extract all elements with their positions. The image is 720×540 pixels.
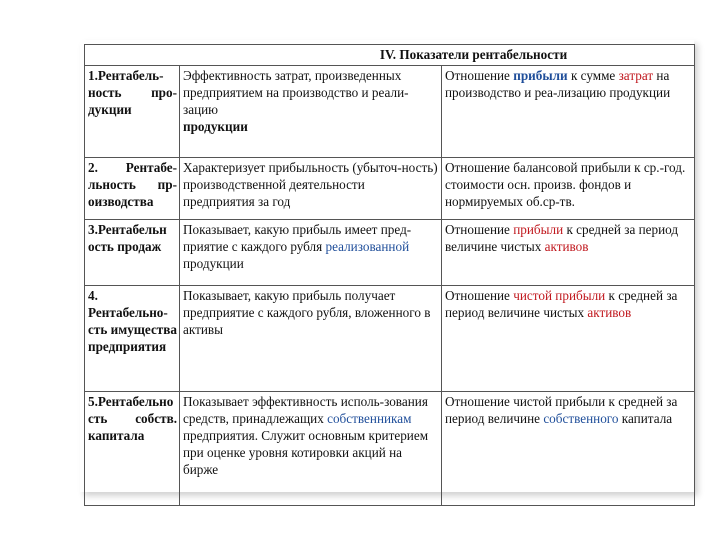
indicator-description: Показывает эффективность исполь-зования средств, принадлежащих собственникам предприятия. Служит основным критерием при оценке уровня котировки акций на бирже (180, 392, 442, 506)
table-row (85, 220, 695, 286)
indicator-formula: Отношение прибыли к сумме затрат на производство и реа-лизацию продукции (442, 66, 695, 158)
indicator-name: 1.Рентабель-ность про-дукции (85, 66, 180, 158)
indicator-name: 4. Рентабельно-сть имущества предприятия (85, 286, 180, 392)
indicator-description: Характеризует прибыльность (убыточ-ность) производственной деятельности предприятия за год (180, 158, 442, 220)
indicator-description: Показывает, какую прибыль имеет пред-приятие с каждого рубля реализованной продукции (180, 220, 442, 286)
table-row (85, 158, 695, 220)
table-row (85, 392, 695, 506)
indicator-name: 3.Рентабельн ость продаж (85, 220, 180, 286)
profitability-table (84, 44, 695, 506)
indicator-formula: Отношение чистой прибыли к средней за период величине чистых активов (442, 286, 695, 392)
indicator-formula: Отношение балансовой прибыли к ср.-год. стоимости осн. произв. фондов и нормируемых об.ср-тв. (442, 158, 695, 220)
table-title-row (85, 45, 695, 66)
indicator-name: 2. Рентабе-льность пр-оизводства (85, 158, 180, 220)
table-row (85, 66, 695, 158)
indicator-formula: Отношение прибыли к средней за период величине чистых активов (442, 220, 695, 286)
indicator-formula: Отношение чистой прибыли к средней за период величине собственного капитала (442, 392, 695, 506)
indicator-description: Эффективность затрат, произведенных предприятием на производство и реали-зацию продукции (180, 66, 442, 158)
table-title: IV. Показатели рентабельности (85, 45, 695, 66)
table-row (85, 286, 695, 392)
indicator-name: 5.Рентабельно сть собств. капитала (85, 392, 180, 506)
indicator-description: Показывает, какую прибыль получает предприятие с каждого рубля, вложенного в активы (180, 286, 442, 392)
